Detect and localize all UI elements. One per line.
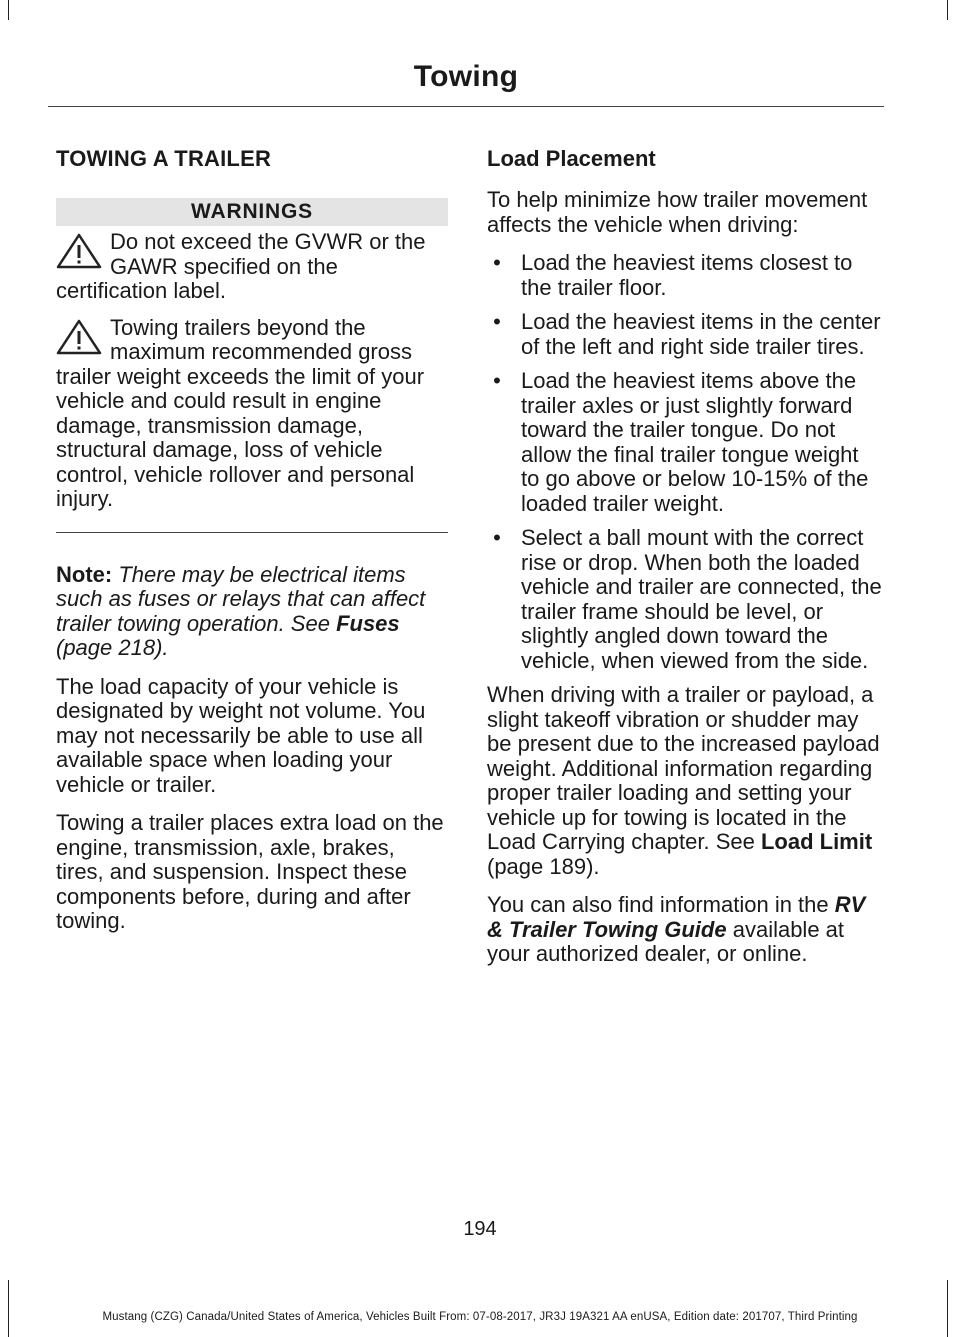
payload-page-ref: (page 189). [487, 853, 600, 879]
page-footer: Mustang (CZG) Canada/United States of America, Vehicles Built From: 07-08-2017, JR3J 19A321 AA enUSA, Edition date: 201707, Third Printing [102, 1311, 858, 1323]
warning-item [56, 316, 448, 512]
load-placement-list [487, 251, 882, 673]
load-limit-link[interactable]: Load Limit [760, 829, 873, 854]
towing-guide-link[interactable]: RV & Trailer Towing Guide [487, 892, 866, 942]
towing-load-paragraph: Towing a trailer places extra load on the engine, transmission, axle, brakes, tires, and suspension. Inspect these components before, during and after towing. [56, 810, 444, 933]
note-page-ref: (page 218). [56, 635, 169, 660]
list-item: • Select a ball mount with the correct rise or drop. When both the loaded vehicle and trailer are connected, the trailer frame should be level, or slightly angled down toward the vehicle, when viewed from the side. [487, 526, 882, 673]
warnings-heading: WARNINGS [56, 198, 448, 226]
page-number: 194 [463, 1218, 497, 1240]
warning-triangle-icon [56, 319, 102, 355]
warning-item [56, 230, 448, 304]
crop-mark [8, 0, 9, 20]
note-body: There may be electrical items such as fuses or relays that can affect trailer towing operation. See [56, 561, 426, 636]
fuses-link[interactable]: Fuses [336, 610, 400, 636]
note-paragraph [56, 563, 448, 661]
left-column [56, 146, 448, 948]
page-title: Towing [413, 60, 519, 93]
guide-text-after: available at your authorized dealer, or online. [487, 916, 845, 966]
list-item: • Load the heaviest items closest to the trailer floor. [487, 251, 882, 300]
crop-mark [8, 1280, 9, 1337]
bullet-icon: • [493, 309, 501, 334]
crop-mark [947, 1280, 948, 1337]
list-item: • Load the heaviest items above the trailer axles or just slightly forward toward the trailer tongue. Do not allow the final trailer tongue weight to go above or below 10-15% of the loaded trailer weight. [487, 369, 882, 516]
payload-paragraph [487, 683, 882, 879]
section-title: TOWING A TRAILER [56, 146, 272, 171]
warning-triangle-icon [56, 233, 102, 269]
subsection-title: Load Placement [487, 146, 656, 171]
load-placement-intro: To help minimize how trailer movement affects the vehicle when driving: [487, 187, 868, 237]
crop-mark [947, 0, 948, 20]
guide-text-before: You can also find information in the [487, 892, 829, 917]
warnings-divider [56, 532, 448, 533]
warning-text: Towing trailers beyond the maximum recommended gross trailer weight exceeds the limit of your vehicle and could result in engine damage, transmission damage, structural damage, loss of vehicle control, vehicle rollover and personal injury. [56, 314, 425, 511]
bullet-icon: • [493, 525, 501, 550]
header-divider [48, 106, 884, 107]
right-column [487, 146, 882, 981]
list-item: • Load the heaviest items in the center of the left and right side trailer tires. [487, 310, 882, 359]
bullet-icon: • [493, 368, 501, 393]
guide-paragraph [487, 893, 882, 967]
load-capacity-paragraph: The load capacity of your vehicle is designated by weight not volume. You may not necessarily be able to use all available space when loading your vehicle or trailer. [56, 673, 426, 797]
note-label: Note: [56, 561, 113, 587]
payload-text: When driving with a trailer or payload, a slight takeoff vibration or shudder may be present due to the increased payload weight. Additional information regarding proper trailer loading and setting your vehicle up for towing is located in the Load Carrying chapter. See [487, 682, 880, 854]
warning-text: Do not exceed the GVWR or the GAWR specified on the certification label. [56, 229, 426, 303]
bullet-icon: • [493, 250, 501, 275]
